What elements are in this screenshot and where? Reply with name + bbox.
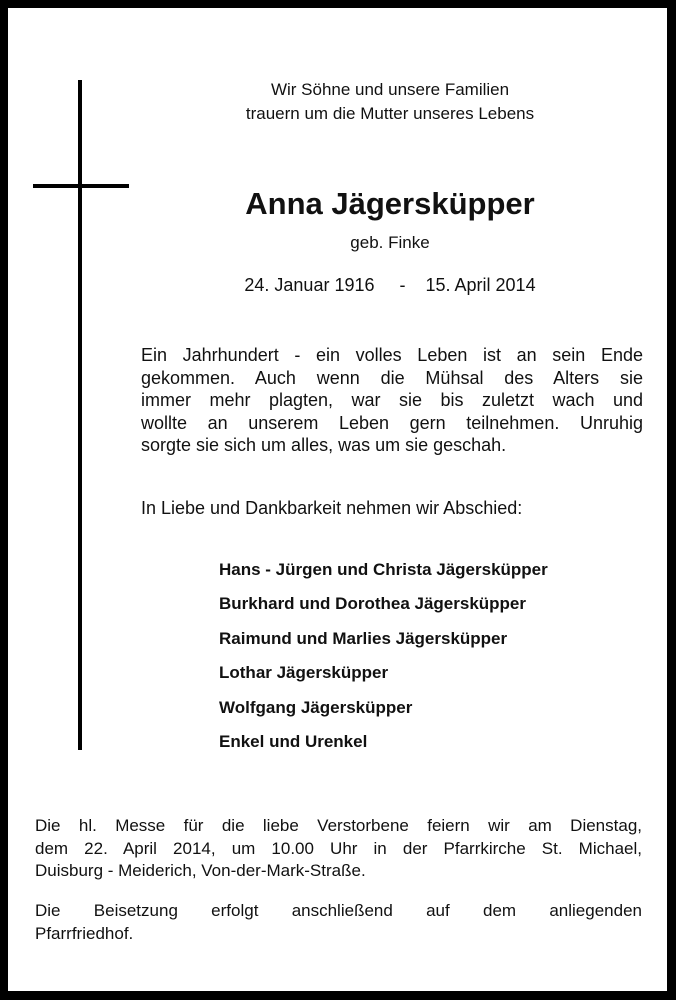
mass-line: dem 22. April 2014, um 10.00 Uhr in der Pfarrkirche St. Michael,	[35, 838, 642, 858]
mass-announcement	[35, 815, 642, 883]
tribute-paragraph	[141, 344, 643, 457]
mourner-name: Wolfgang Jägersküpper	[219, 697, 413, 717]
mourner-name: Lothar Jägersküpper	[219, 663, 389, 683]
mass-line: Die hl. Messe für die liebe Verstorbene feiern wir am Dienstag,	[35, 816, 642, 835]
intro-line: trauern um die Mutter unseres Lebens	[245, 104, 535, 123]
mourner-name: Burkhard und Dorothea Jägersküpper	[219, 594, 527, 614]
burial-announcement	[35, 900, 642, 945]
tribute-line: immer mehr plagten, war sie bis zuletzt wach und	[141, 390, 643, 410]
intro-text	[180, 78, 600, 126]
farewell-text: In Liebe und Dankbarkeit nehmen wir Abschied:	[141, 498, 523, 518]
cross-icon-horizontal	[33, 184, 129, 188]
tribute-line: wollte an unserem Leben gern teilnehmen. Unruhig	[141, 412, 643, 433]
burial-line: Die Beisetzung erfolgt anschließend auf dem anliegenden	[35, 901, 642, 920]
deceased-name: Anna Jägersküpper	[245, 186, 535, 221]
mourner-name: Hans - Jürgen und Christa Jägersküpper	[219, 560, 548, 579]
tribute-line: gekommen. Auch wenn die Mühsal des Alters sie	[141, 367, 643, 388]
tribute-line: sorgte sie sich um alles, was um sie geschah.	[141, 435, 507, 455]
tribute-line: Ein Jahrhundert - ein volles Leben ist an sein Ende	[141, 345, 643, 365]
mourners-list	[219, 558, 548, 764]
burial-line: Pfarrfriedhof.	[35, 923, 134, 943]
mass-line: Duisburg - Meiderich, Von-der-Mark-Straße.	[35, 861, 366, 880]
birth-name: geb. Finke	[350, 233, 430, 252]
mourner-name: Enkel und Urenkel	[219, 731, 368, 751]
cross-icon-vertical	[78, 80, 82, 750]
intro-line: Wir Söhne und unsere Familien	[270, 80, 510, 99]
life-dates: 24. Januar 1916 - 15. April 2014	[244, 275, 536, 295]
mourner-name: Raimund und Marlies Jägersküpper	[219, 628, 508, 648]
